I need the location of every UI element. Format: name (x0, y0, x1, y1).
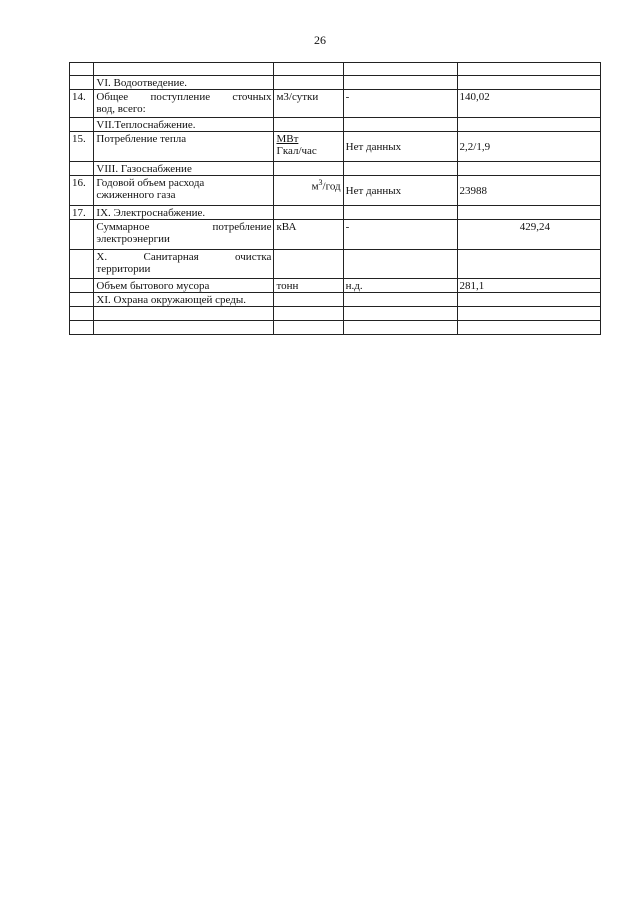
row-value (457, 307, 600, 321)
row-base-value (343, 250, 457, 279)
row-name (94, 307, 274, 321)
row-name (94, 90, 274, 118)
row-number: 17. (70, 206, 94, 220)
row-base-value: Нет данных (343, 176, 457, 206)
section-heading: IX. Электроснабжение. (94, 206, 274, 220)
row-name-line: X. Санитарная очистка (96, 251, 272, 263)
unit-superscript: 3 (318, 178, 323, 187)
table-row (70, 76, 601, 90)
row-unit (274, 63, 343, 76)
row-unit (274, 206, 343, 220)
row-unit (274, 76, 343, 90)
row-number (70, 63, 94, 76)
row-number (70, 118, 94, 132)
table-row (70, 293, 601, 307)
row-unit (274, 293, 343, 307)
row-unit (274, 321, 343, 335)
row-value (457, 76, 600, 90)
row-unit (274, 176, 343, 206)
table-row (70, 90, 601, 118)
row-number: 14. (70, 90, 94, 118)
section-heading: VIII. Газоснабжение (94, 162, 274, 176)
row-number (70, 76, 94, 90)
row-unit (274, 132, 343, 162)
row-value: 140,02 (457, 90, 600, 118)
table-row (70, 118, 601, 132)
row-name-line: Общее поступление сточных (96, 91, 272, 103)
row-unit (274, 307, 343, 321)
row-number (70, 321, 94, 335)
row-number (70, 162, 94, 176)
row-unit: кВА (274, 220, 343, 250)
row-unit-line: МВт (276, 133, 299, 145)
table-row (70, 132, 601, 162)
row-value (457, 293, 600, 307)
row-unit (274, 118, 343, 132)
table-row (70, 63, 601, 76)
row-base-value (343, 63, 457, 76)
row-number (70, 220, 94, 250)
row-base-value (343, 76, 457, 90)
data-table (69, 62, 601, 335)
table-row (70, 250, 601, 279)
table-row (70, 279, 601, 293)
row-name-line: электроэнергии (96, 233, 170, 245)
section-heading: XI. Охрана окружающей среды. (94, 293, 274, 307)
row-number (70, 279, 94, 293)
row-base-value: Нет данных (343, 132, 457, 162)
row-name (94, 220, 274, 250)
row-base-value (343, 321, 457, 335)
row-base-value (343, 307, 457, 321)
row-name-line: вод, всего: (96, 103, 146, 115)
row-name-line: территории (96, 263, 151, 275)
row-value (457, 250, 600, 279)
section-heading (94, 250, 274, 279)
table-row (70, 176, 601, 206)
row-value (457, 321, 600, 335)
table-row (70, 307, 601, 321)
row-base-value: н.д. (343, 279, 457, 293)
unit-tail: /год (322, 180, 341, 193)
row-value: 429,24 (457, 220, 600, 250)
page-number: 26 (314, 33, 326, 47)
row-value (457, 206, 600, 220)
table-row (70, 321, 601, 335)
row-base-value (343, 206, 457, 220)
row-value: 281,1 (457, 279, 600, 293)
row-unit: тонн (274, 279, 343, 293)
row-value: 2,2/1,9 (457, 132, 600, 162)
row-name-line: Годовой объем расхода (96, 177, 205, 189)
row-number: 16. (70, 176, 94, 206)
row-base-value (343, 118, 457, 132)
row-number: 15. (70, 132, 94, 162)
row-name-line: сжиженного газа (96, 189, 176, 201)
table-row (70, 162, 601, 176)
row-name (94, 176, 274, 206)
row-value (457, 162, 600, 176)
section-heading: VII.Теплоснабжение. (94, 118, 274, 132)
row-value (457, 63, 600, 76)
row-number (70, 307, 94, 321)
row-name: Потребление тепла (94, 132, 274, 162)
row-unit (274, 250, 343, 279)
row-unit-line: Гкал/час (276, 145, 317, 157)
row-unit: м3/сутки (274, 90, 343, 118)
unit-base: м (311, 180, 319, 193)
row-name-line: Суммарное потребление (96, 221, 272, 233)
row-base-value: - (343, 220, 457, 250)
table-row (70, 206, 601, 220)
row-name (94, 63, 274, 76)
row-base-value (343, 293, 457, 307)
row-unit (274, 162, 343, 176)
row-name: Объем бытового мусора (94, 279, 274, 293)
row-number (70, 293, 94, 307)
row-base-value: - (343, 90, 457, 118)
table-row (70, 220, 601, 250)
row-value (457, 118, 600, 132)
row-number (70, 250, 94, 279)
row-value: 23988 (457, 176, 600, 206)
row-name (94, 321, 274, 335)
row-base-value (343, 162, 457, 176)
section-heading: VI. Водоотведение. (94, 76, 274, 90)
